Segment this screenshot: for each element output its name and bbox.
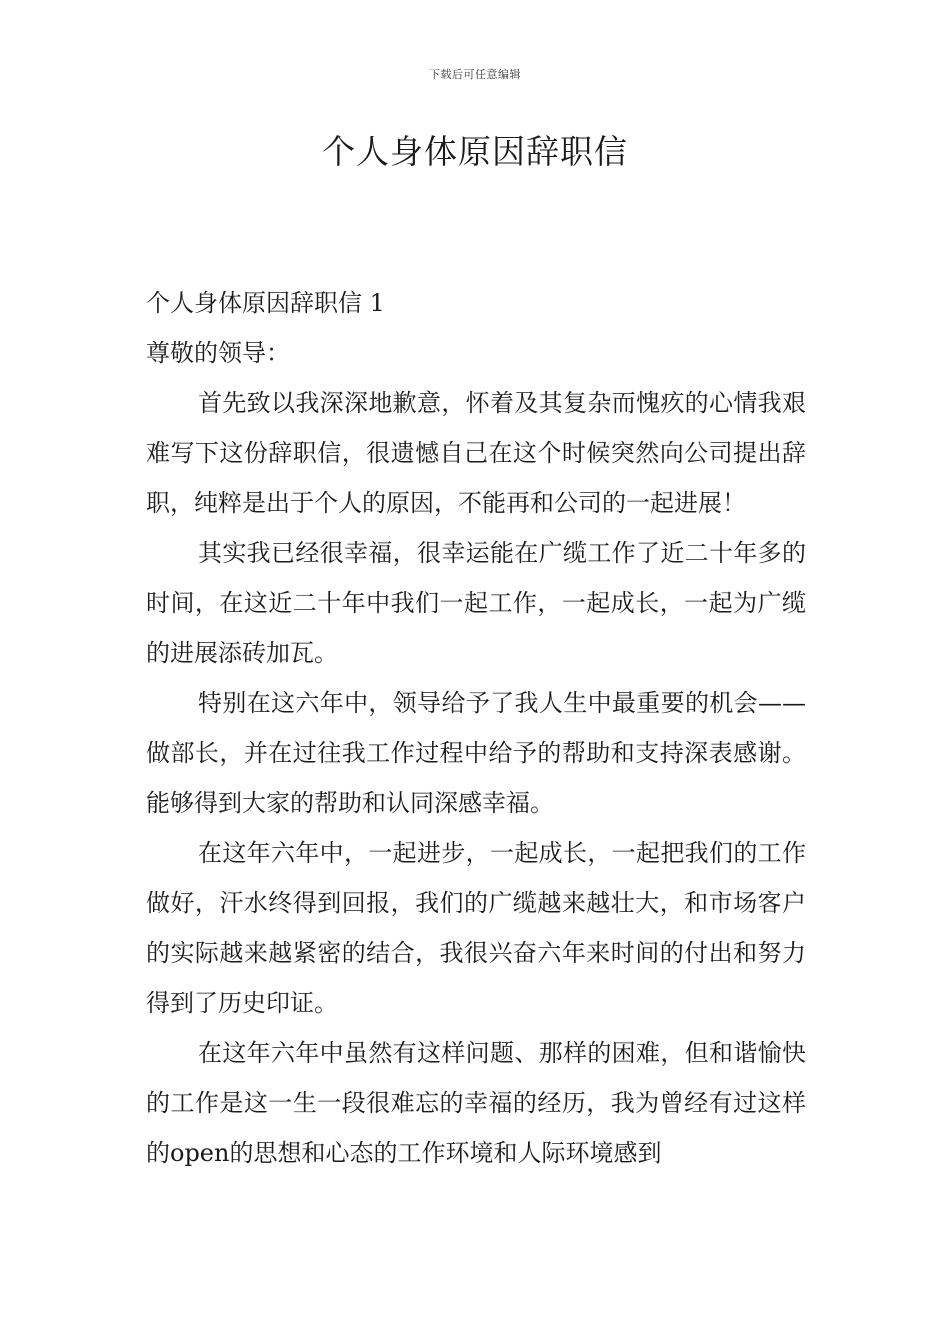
- paragraph-3: 特别在这六年中，领导给予了我人生中最重要的机会——做部长，并在过往我工作过程中给予的帮助和支持深表感谢。能够得到大家的帮助和认同深感幸福。: [146, 689, 806, 817]
- header-note: 下载后可任意编辑: [429, 68, 521, 81]
- document-body: [146, 278, 806, 1178]
- paragraph-1: 首先致以我深深地歉意，怀着及其复杂而愧疚的心情我艰难写下这份辞职信，很遗憾自己在这个时候突然向公司提出辞职，纯粹是出于个人的原因，不能再和公司的一起进展！: [146, 389, 806, 517]
- paragraph-2: 其实我已经很幸福，很幸运能在广缆工作了近二十年多的时间，在这近二十年中我们一起工作，一起成长，一起为广缆的进展添砖加瓦。: [146, 539, 806, 667]
- paragraph-5: 在这年六年中虽然有这样问题、那样的困难，但和谐愉快的工作是这一生一段很难忘的幸福的经历，我为曾经有过这样的open的思想和心态的工作环境和人际环境感到: [146, 1039, 806, 1167]
- salutation: 尊敬的领导：: [146, 339, 290, 367]
- document-title: 个人身体原因辞职信: [322, 132, 628, 171]
- section-heading: 个人身体原因辞职信 1: [146, 289, 385, 317]
- paragraph-4: 在这年六年中，一起进步，一起成长，一起把我们的工作做好，汗水终得到回报，我们的广缆越来越壮大，和市场客户的实际越来越紧密的结合，我很兴奋六年来时间的付出和努力得到了历史印证。: [146, 839, 806, 1017]
